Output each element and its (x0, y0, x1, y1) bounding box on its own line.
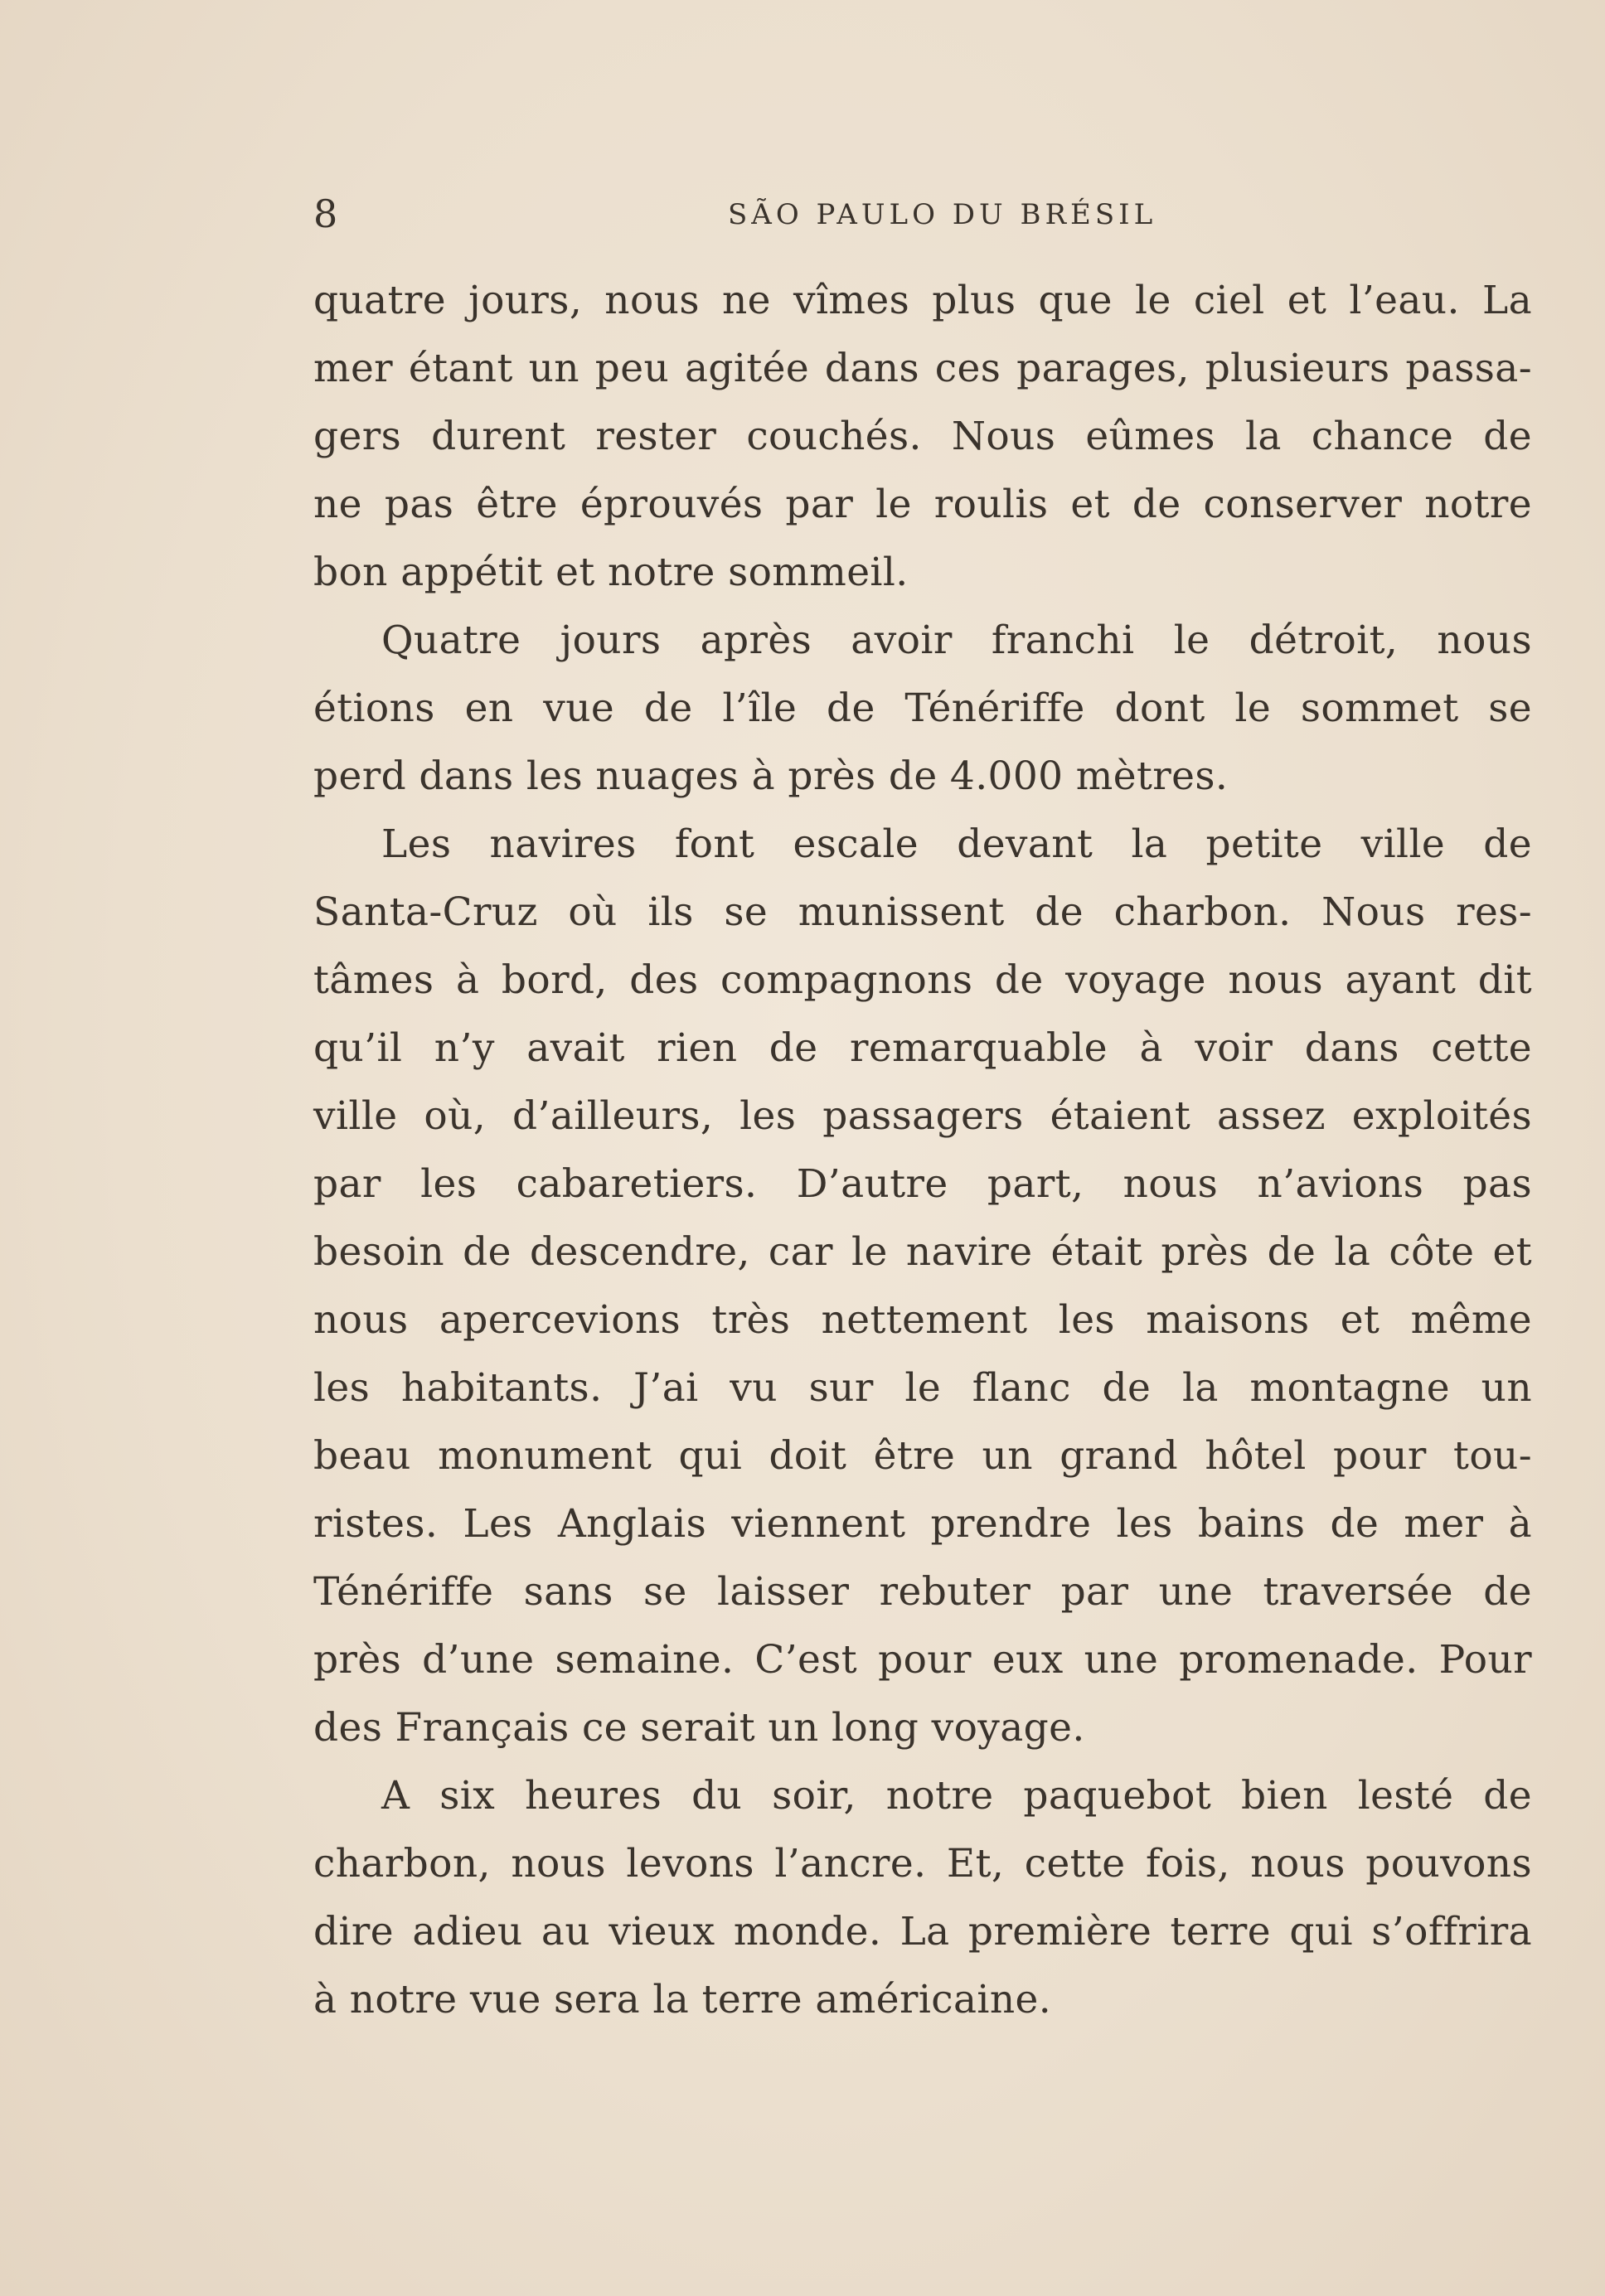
body-text (313, 267, 1532, 2034)
text-line: quatre jours, nous ne vîmes plus que le ciel et l’eau. La (313, 278, 1532, 323)
text-line: beau monument qui doit être un grand hôtel pour tou- (313, 1433, 1532, 1479)
text-line: mer étant un peu agitée dans ces parages, plusieurs passa- (313, 346, 1532, 391)
text-line: des Français ce serait un long voyage. (313, 1705, 1085, 1751)
text-line: étions en vue de l’île de Ténériffe dont le sommet se (313, 685, 1532, 731)
text-line: A six heures du soir, notre paquebot bien lesté de (381, 1773, 1532, 1819)
text-line: gers durent rester couchés. Nous eûmes la chance de (313, 414, 1532, 459)
text-line: à notre vue sera la terre américaine. (313, 1977, 1052, 2022)
text-line: charbon, nous levons l’ancre. Et, cette fois, nous pouvons (313, 1841, 1532, 1887)
text-line: près d’une semaine. C’est pour eux une promenade. Pour (313, 1637, 1532, 1683)
text-line: perd dans les nuages à près de 4.000 mètres. (313, 753, 1229, 799)
text-line: qu’il n’y avait rien de remarquable à voir dans cette (313, 1025, 1532, 1071)
running-head (313, 189, 1157, 239)
text-line: par les cabaretiers. D’autre part, nous n’avions pas (313, 1161, 1532, 1207)
text-line: Santa-Cruz où ils se munissent de charbon. Nous res- (313, 889, 1532, 935)
text-line: bon appétit et notre sommeil. (313, 550, 909, 595)
text-line: Les navires font escale devant la petite ville de (381, 821, 1532, 867)
text-line: ne pas être éprouvés par le roulis et de conserver notre (313, 482, 1532, 527)
text-line: ristes. Les Anglais viennent prendre les bains de mer à (313, 1501, 1532, 1547)
text-line: ville où, d’ailleurs, les passagers étaient assez exploités (313, 1093, 1532, 1139)
text-line: Quatre jours après avoir franchi le détroit, nous (381, 618, 1532, 663)
text-line: les habitants. J’ai vu sur le flanc de la montagne un (313, 1365, 1532, 1411)
text-line: nous apercevions très nettement les maisons et même (313, 1297, 1532, 1343)
text-line: besoin de descendre, car le navire était près de la côte et (313, 1229, 1532, 1275)
running-title: SÃO PAULO DU BRÉSIL (728, 198, 1157, 231)
page-number: 8 (313, 191, 338, 236)
text-line: dire adieu au vieux monde. La première terre qui s’offrira (313, 1909, 1532, 1955)
text-line: tâmes à bord, des compagnons de voyage nous ayant dit (313, 957, 1532, 1003)
text-line: Ténériffe sans se laisser rebuter par une traversée de (313, 1569, 1532, 1615)
